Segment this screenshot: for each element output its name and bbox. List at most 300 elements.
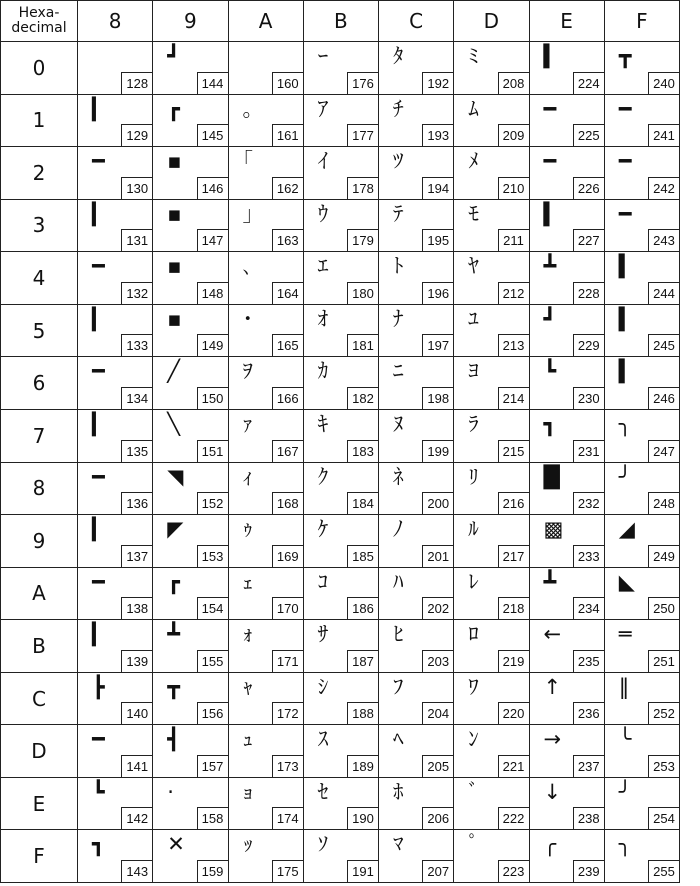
character-glyph: ▪ (167, 149, 182, 174)
character-glyph: ━ (92, 359, 105, 384)
decimal-code: 172 (272, 702, 303, 724)
decimal-code: 197 (422, 334, 453, 356)
code-cell (454, 567, 529, 620)
decimal-code: 208 (498, 72, 529, 94)
character-glyph: ▎ (92, 96, 109, 121)
decimal-code: 147 (197, 229, 228, 251)
character-glyph: ┗ (543, 359, 557, 384)
decimal-code: 233 (573, 545, 604, 567)
character-glyph: ﾌ (393, 674, 404, 699)
character-glyph: ｧ (242, 411, 253, 436)
character-glyph: ━ (618, 96, 632, 121)
character-glyph: ╯ (618, 464, 632, 489)
row-header: 1 (1, 94, 78, 147)
character-glyph: ﾙ (468, 517, 479, 542)
character-glyph: ═ (618, 622, 632, 647)
code-cell (303, 357, 378, 410)
decimal-code: 179 (347, 229, 378, 251)
table-row (1, 725, 680, 778)
character-glyph: ｶ (317, 359, 329, 384)
decimal-code: 203 (422, 650, 453, 672)
decimal-code: 132 (121, 282, 152, 304)
decimal-code: 226 (573, 177, 604, 199)
character-glyph: ﾍ (393, 727, 404, 752)
decimal-code: 166 (272, 387, 303, 409)
character-glyph: ﾖ (468, 359, 479, 384)
character-glyph: ╭ (543, 832, 557, 857)
character-glyph: ﾑ (468, 96, 479, 121)
code-cell (454, 620, 529, 673)
decimal-code: 222 (498, 807, 529, 829)
table-row (1, 777, 680, 830)
decimal-code: 217 (498, 545, 529, 567)
column-header-8: 8 (78, 1, 153, 42)
character-glyph: ｬ (242, 674, 253, 699)
character-glyph: ┓ (92, 832, 105, 857)
code-cell (78, 409, 153, 462)
character-glyph: ▪ (167, 201, 182, 226)
decimal-code: 201 (422, 545, 453, 567)
column-header-9: 9 (153, 1, 228, 42)
character-glyph: ◣ (618, 569, 635, 594)
character-glyph: ﾘ (468, 464, 479, 489)
code-cell (379, 515, 454, 568)
table-row (1, 515, 680, 568)
column-header-c: C (379, 1, 454, 42)
code-cell (379, 199, 454, 252)
character-glyph: ▎ (92, 411, 109, 436)
decimal-code: 183 (347, 440, 378, 462)
character-glyph: ┏ (167, 96, 180, 121)
code-cell (529, 672, 604, 725)
code-cell (303, 147, 378, 200)
code-cell (379, 567, 454, 620)
decimal-code: 158 (197, 807, 228, 829)
decimal-code: 218 (498, 597, 529, 619)
code-cell (303, 672, 378, 725)
character-glyph: █ (543, 464, 560, 489)
code-cell (78, 672, 153, 725)
decimal-code: 182 (347, 387, 378, 409)
decimal-code: 193 (422, 124, 453, 146)
character-glyph: ‖ (618, 674, 630, 699)
character-glyph: ﾈ (393, 464, 404, 489)
code-cell (529, 409, 604, 462)
character-glyph: ━ (618, 201, 632, 226)
decimal-code: 241 (648, 124, 679, 146)
character-glyph: ▪ (167, 254, 182, 279)
character-glyph: ﾝ (468, 727, 479, 752)
decimal-code: 191 (347, 860, 378, 882)
row-header: E (1, 777, 78, 830)
code-cell (303, 199, 378, 252)
character-glyph: ｵ (317, 306, 329, 331)
code-cell (78, 147, 153, 200)
character-glyph: ﾛ (468, 622, 479, 647)
character-glyph: ▎ (92, 201, 109, 226)
table-row (1, 830, 680, 883)
code-cell (228, 94, 303, 147)
character-glyph: ﾜ (468, 674, 479, 699)
code-cell (303, 409, 378, 462)
code-cell (529, 462, 604, 515)
character-glyph: ﾉ (393, 517, 404, 542)
code-cell (604, 199, 679, 252)
decimal-code: 250 (648, 597, 679, 619)
decimal-code: 128 (121, 72, 152, 94)
character-glyph: ╰ (618, 727, 632, 752)
code-cell (228, 409, 303, 462)
code-cell (604, 725, 679, 778)
character-glyph: ﾁ (393, 96, 404, 121)
code-cell (153, 42, 228, 95)
character-glyph: ﾔ (468, 254, 479, 279)
table-row (1, 252, 680, 305)
character-glyph: ┛ (167, 44, 180, 68)
code-cell (454, 252, 529, 305)
character-glyph: ﾒ (468, 149, 479, 174)
character-glyph: ━ (92, 149, 105, 174)
code-cell (228, 304, 303, 357)
character-glyph: ┛ (543, 306, 557, 331)
character-glyph: ┻ (543, 569, 557, 594)
decimal-code: 163 (272, 229, 303, 251)
row-header: F (1, 830, 78, 883)
table-row (1, 567, 680, 620)
character-glyph: ｪ (242, 569, 253, 594)
code-cell (78, 620, 153, 673)
decimal-code: 205 (422, 755, 453, 777)
code-cell (604, 620, 679, 673)
code-cell (604, 409, 679, 462)
character-glyph: ┻ (543, 254, 557, 279)
table-row (1, 620, 680, 673)
decimal-code: 155 (197, 650, 228, 672)
code-cell (379, 147, 454, 200)
code-cell (379, 777, 454, 830)
code-cell (303, 252, 378, 305)
code-cell (454, 199, 529, 252)
character-glyph: ▎ (92, 622, 109, 647)
decimal-code: 251 (648, 650, 679, 672)
code-cell (529, 94, 604, 147)
character-glyph: ｦ (242, 359, 253, 384)
decimal-code: 221 (498, 755, 529, 777)
character-glyph: ﾕ (468, 306, 479, 331)
code-cell (379, 304, 454, 357)
decimal-code: 238 (573, 807, 604, 829)
decimal-code: 131 (121, 229, 152, 251)
decimal-code: 169 (272, 545, 303, 567)
code-cell (379, 830, 454, 883)
decimal-code: 175 (272, 860, 303, 882)
character-glyph: ﾐ (468, 44, 479, 68)
character-glyph: ﾗ (468, 411, 479, 436)
decimal-code: 209 (498, 124, 529, 146)
code-cell (379, 42, 454, 95)
decimal-code: 199 (422, 440, 453, 462)
code-cell (303, 94, 378, 147)
decimal-code: 246 (648, 387, 679, 409)
character-glyph: ┫ (167, 727, 180, 752)
decimal-code: 215 (498, 440, 529, 462)
decimal-code: 249 (648, 545, 679, 567)
character-glyph: ﾂ (393, 149, 404, 174)
row-header: D (1, 725, 78, 778)
table-row (1, 42, 680, 95)
decimal-code: 168 (272, 492, 303, 514)
character-glyph: ｱ (317, 96, 329, 121)
character-glyph: ﾋ (393, 622, 404, 647)
decimal-code: 230 (573, 387, 604, 409)
code-cell (379, 620, 454, 673)
decimal-code: 171 (272, 650, 303, 672)
code-cell (78, 94, 153, 147)
decimal-code: 234 (573, 597, 604, 619)
character-glyph: ┣ (92, 674, 105, 699)
code-cell (78, 357, 153, 410)
code-cell (303, 830, 378, 883)
code-cell (379, 725, 454, 778)
code-cell (228, 147, 303, 200)
code-cell (379, 409, 454, 462)
character-glyph: ▎ (92, 517, 109, 542)
code-cell (529, 515, 604, 568)
decimal-code: 248 (648, 492, 679, 514)
code-cell (78, 304, 153, 357)
code-cell (78, 830, 153, 883)
code-cell (604, 515, 679, 568)
character-glyph: ━ (92, 569, 105, 594)
code-cell (604, 830, 679, 883)
character-glyph: ━ (543, 149, 557, 174)
code-cell (153, 567, 228, 620)
decimal-code: 219 (498, 650, 529, 672)
character-glyph: ､ (242, 254, 253, 279)
character-glyph: ✕ (167, 832, 185, 857)
code-cell (454, 147, 529, 200)
code-cell (604, 672, 679, 725)
decimal-code: 211 (498, 229, 529, 251)
code-cell (529, 725, 604, 778)
row-header: 7 (1, 409, 78, 462)
code-cell (604, 462, 679, 515)
code-cell (228, 672, 303, 725)
code-cell (228, 567, 303, 620)
decimal-code: 252 (648, 702, 679, 724)
code-cell (228, 620, 303, 673)
decimal-code: 176 (347, 72, 378, 94)
code-cell (303, 777, 378, 830)
decimal-code: 150 (197, 387, 228, 409)
decimal-code: 198 (422, 387, 453, 409)
decimal-code: 160 (272, 72, 303, 94)
character-glyph: ｢ (242, 149, 253, 174)
decimal-code: 236 (573, 702, 604, 724)
character-glyph: · (167, 779, 174, 804)
decimal-code: 213 (498, 334, 529, 356)
character-glyph: ｷ (317, 411, 329, 436)
code-cell (78, 199, 153, 252)
column-header-d: D (454, 1, 529, 42)
column-header-e: E (529, 1, 604, 42)
table-row (1, 357, 680, 410)
decimal-code: 232 (573, 492, 604, 514)
character-glyph: ｣ (242, 201, 253, 226)
character-glyph: ━ (92, 727, 105, 752)
row-header: 9 (1, 515, 78, 568)
decimal-code: 187 (347, 650, 378, 672)
code-cell (379, 252, 454, 305)
decimal-code: 239 (573, 860, 604, 882)
decimal-code: 237 (573, 755, 604, 777)
decimal-code: 161 (272, 124, 303, 146)
decimal-code: 242 (648, 177, 679, 199)
code-cell (303, 515, 378, 568)
decimal-code: 165 (272, 334, 303, 356)
code-cell (153, 304, 228, 357)
code-cell (303, 304, 378, 357)
column-header-a: A (228, 1, 303, 42)
character-glyph: ｽ (317, 727, 329, 752)
decimal-code: 244 (648, 282, 679, 304)
row-header: 5 (1, 304, 78, 357)
decimal-code: 254 (648, 807, 679, 829)
decimal-code: 133 (121, 334, 152, 356)
decimal-code: 231 (573, 440, 604, 462)
decimal-code: 129 (121, 124, 152, 146)
decimal-code: 216 (498, 492, 529, 514)
decimal-code: 134 (121, 387, 152, 409)
code-cell (604, 357, 679, 410)
code-cell (153, 620, 228, 673)
table-row (1, 94, 680, 147)
row-header: 8 (1, 462, 78, 515)
decimal-code: 146 (197, 177, 228, 199)
code-cell (604, 777, 679, 830)
column-header-f: F (604, 1, 679, 42)
character-glyph: ﾆ (393, 359, 404, 384)
decimal-code: 142 (121, 807, 152, 829)
code-cell (529, 42, 604, 95)
decimal-code: 138 (121, 597, 152, 619)
code-cell (153, 777, 228, 830)
character-glyph: ｩ (242, 517, 253, 542)
decimal-code: 149 (197, 334, 228, 356)
character-glyph: ｴ (317, 254, 329, 279)
decimal-code: 173 (272, 755, 303, 777)
code-cell (153, 672, 228, 725)
code-cell (228, 199, 303, 252)
table-row (1, 462, 680, 515)
character-glyph: ◥ (167, 464, 184, 489)
code-cell (78, 725, 153, 778)
decimal-code: 151 (197, 440, 228, 462)
code-cell (604, 147, 679, 200)
character-glyph: ｲ (317, 149, 329, 174)
character-glyph: ﾟ (468, 832, 479, 857)
code-cell (529, 199, 604, 252)
character-glyph: ━ (92, 254, 105, 279)
decimal-code: 228 (573, 282, 604, 304)
decimal-code: 227 (573, 229, 604, 251)
code-cell (78, 252, 153, 305)
code-cell (228, 357, 303, 410)
character-glyph: ↓ (543, 779, 562, 804)
character-glyph: ▍ (543, 44, 560, 68)
decimal-code: 159 (197, 860, 228, 882)
code-cell (228, 42, 303, 95)
decimal-code: 223 (498, 860, 529, 882)
character-glyph: ｨ (242, 464, 253, 489)
decimal-code: 196 (422, 282, 453, 304)
character-glyph: ﾇ (393, 411, 404, 436)
table-body (1, 42, 680, 883)
decimal-code: 178 (347, 177, 378, 199)
code-cell (604, 304, 679, 357)
character-glyph: ﾊ (393, 569, 404, 594)
decimal-code: 152 (197, 492, 228, 514)
code-cell (153, 830, 228, 883)
decimal-code: 167 (272, 440, 303, 462)
character-glyph: ﾀ (393, 44, 404, 68)
row-header: 6 (1, 357, 78, 410)
code-cell (78, 462, 153, 515)
character-glyph: ╮ (618, 832, 632, 857)
character-glyph: ┏ (167, 569, 180, 594)
decimal-code: 253 (648, 755, 679, 777)
character-glyph: ▎ (92, 306, 109, 331)
character-glyph: ｫ (242, 622, 253, 647)
code-cell (78, 567, 153, 620)
decimal-code: 235 (573, 650, 604, 672)
code-cell (454, 830, 529, 883)
decimal-code: 137 (121, 545, 152, 567)
decimal-code: 186 (347, 597, 378, 619)
decimal-code: 139 (121, 650, 152, 672)
row-header: 3 (1, 199, 78, 252)
table-row (1, 147, 680, 200)
character-glyph: ｮ (242, 779, 253, 804)
row-header: 4 (1, 252, 78, 305)
code-cell (228, 462, 303, 515)
character-glyph: ｯ (242, 832, 253, 857)
code-cell (454, 672, 529, 725)
row-header: C (1, 672, 78, 725)
code-cell (529, 357, 604, 410)
decimal-code: 130 (121, 177, 152, 199)
decimal-code: 154 (197, 597, 228, 619)
code-cell (153, 147, 228, 200)
decimal-code: 245 (648, 334, 679, 356)
decimal-code: 156 (197, 702, 228, 724)
decimal-code: 185 (347, 545, 378, 567)
code-cell (454, 42, 529, 95)
code-cell (153, 515, 228, 568)
decimal-code: 224 (573, 72, 604, 94)
code-cell (379, 94, 454, 147)
character-glyph: ｻ (317, 622, 329, 647)
code-cell (454, 725, 529, 778)
code-cell (529, 567, 604, 620)
character-glyph: ･ (242, 306, 253, 331)
row-header: A (1, 567, 78, 620)
decimal-code: 145 (197, 124, 228, 146)
decimal-code: 144 (197, 72, 228, 94)
decimal-code: 195 (422, 229, 453, 251)
character-glyph: ｰ (317, 44, 329, 68)
code-cell (303, 42, 378, 95)
